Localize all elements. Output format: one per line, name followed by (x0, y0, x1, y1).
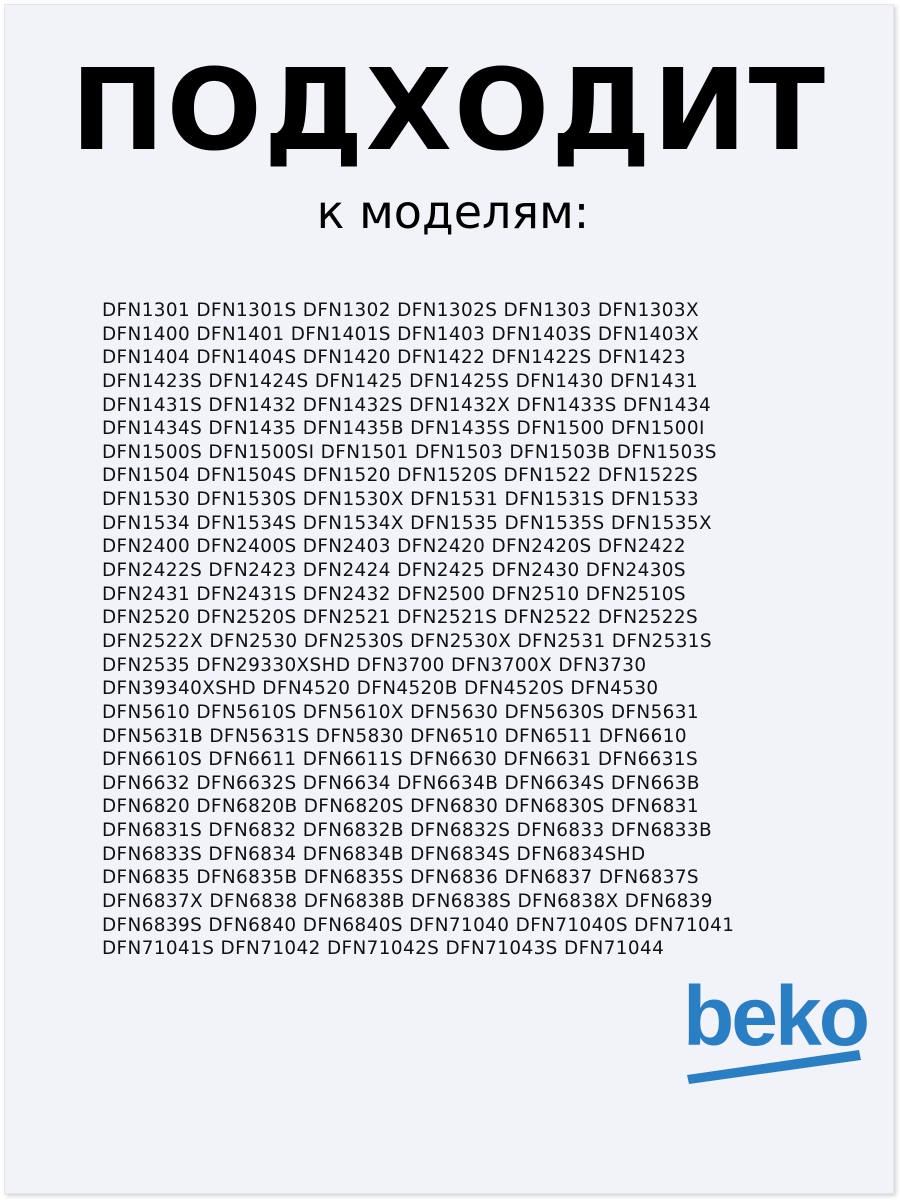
model-line: DFN2422S DFN2423 DFN2424 DFN2425 DFN2430 DFN2430S (102, 560, 686, 582)
model-line: DFN2535 DFN29330XSHD DFN3700 DFN3700X DFN3730 (102, 654, 647, 676)
beko-logo (681, 971, 871, 1091)
model-line: DFN6820 DFN6820B DFN6820S DFN6830 DFN6830S DFN6831 (102, 796, 699, 818)
model-line: DFN1534 DFN1534S DFN1534X DFN1535 DFN1535S DFN1535X (102, 512, 712, 534)
model-line: DFN2431 DFN2431S DFN2432 DFN2500 DFN2510 DFN2510S (102, 583, 686, 605)
model-line: DFN6835 DFN6835B DFN6835S DFN6836 DFN6837 DFN6837S (102, 867, 699, 889)
beko-logo-wordmark: beko (683, 971, 868, 1063)
model-line: DFN1504 DFN1504S DFN1520 DFN1520S DFN1522 DFN1522S (102, 465, 699, 487)
model-line: DFN5631B DFN5631S DFN5830 DFN6510 DFN6511 DFN6610 (102, 725, 687, 747)
model-line: DFN6839S DFN6840 DFN6840S DFN71040 DFN71040S DFN71041 (102, 914, 735, 936)
model-list (102, 299, 832, 961)
model-line: DFN1431S DFN1432 DFN1432S DFN1432X DFN1433S DFN1434 (102, 394, 712, 416)
model-line: DFN5610 DFN5610S DFN5610X DFN5630 DFN5630S DFN5631 (102, 701, 699, 723)
model-line: DFN2522X DFN2530 DFN2530S DFN2530X DFN2531 DFN2531S (102, 630, 712, 652)
model-line: DFN1423S DFN1424S DFN1425 DFN1425S DFN1430 DFN1431 (102, 370, 699, 392)
model-line: DFN2520 DFN2520S DFN2521 DFN2521S DFN2522 DFN2522S (102, 607, 699, 629)
model-line: DFN6837X DFN6838 DFN6838B DFN6838S DFN6838X DFN6839 (102, 891, 713, 913)
model-line: DFN6833S DFN6834 DFN6834B DFN6834S DFN6834SHD (102, 843, 646, 865)
model-line: DFN1434S DFN1435 DFN1435B DFN1435S DFN1500 DFN1500I (102, 418, 705, 440)
model-line: DFN1530 DFN1530S DFN1530X DFN1531 DFN1531S DFN1533 (102, 489, 699, 511)
model-line: DFN1301 DFN1301S DFN1302 DFN1302S DFN1303 DFN1303X (102, 300, 699, 321)
model-line: DFN39340XSHD DFN4520 DFN4520B DFN4520S DFN4530 (102, 678, 659, 700)
page-title: ПОДХОДИТ (70, 46, 828, 176)
model-line: DFN1404 DFN1404S DFN1420 DFN1422 DFN1422S DFN1423 (102, 347, 686, 369)
model-line: DFN6632 DFN6632S DFN6634 DFN6634B DFN6634S DFN663B (102, 772, 700, 794)
model-line: DFN71041S DFN71042 DFN71042S DFN71043S DFN71044 (102, 938, 665, 960)
model-line: DFN6831S DFN6832 DFN6832B DFN6832S DFN6833 DFN6833B (102, 820, 713, 842)
model-line: DFN2400 DFN2400S DFN2403 DFN2420 DFN2420S DFN2422 (102, 536, 686, 558)
page-subtitle: к моделям: (316, 185, 590, 239)
product-card (4, 4, 894, 1194)
model-line: DFN1400 DFN1401 DFN1401S DFN1403 DFN1403S DFN1403X (102, 323, 699, 345)
model-line: DFN6610S DFN6611 DFN6611S DFN6630 DFN6631 DFN6631S (102, 749, 699, 771)
model-line: DFN1500S DFN1500SI DFN1501 DFN1503 DFN1503B DFN1503S (102, 441, 717, 463)
